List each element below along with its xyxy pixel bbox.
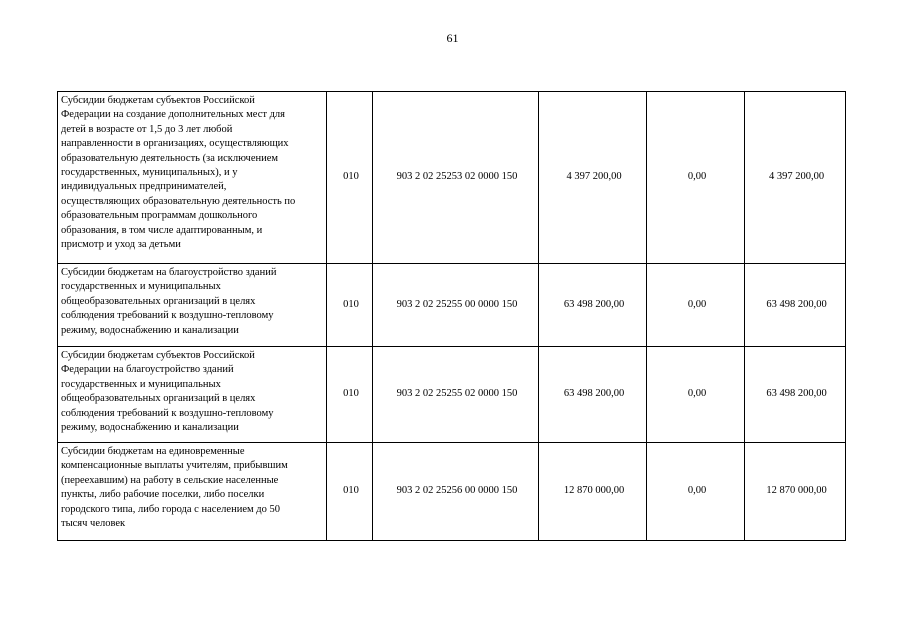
description-line: компенсационные выплаты учителям, прибывшим [61,460,288,472]
description-line: Федерации на благоустройство зданий [61,364,234,376]
row-executed: 0,00 [647,264,745,347]
description-line: государственных, муниципальных), и у [61,167,238,179]
description-line: образовательную деятельность (за исключением [61,152,279,164]
description-line: детей в возрасте от 1,5 до 3 лет любой [61,123,233,135]
row-kbk: 903 2 02 25256 00 0000 150 [373,443,539,541]
page-number: 61 [446,31,459,45]
row-code: 010 [327,443,373,541]
description-line: Субсидии бюджетам субъектов Российской [61,350,255,361]
row-executed: 0,00 [647,92,745,264]
table-row [58,347,846,443]
table-row [58,92,846,264]
row-code: 010 [327,92,373,264]
table-row [58,264,846,347]
description-line: городского типа, либо города с населением до 50 [61,503,280,515]
description-line: Субсидии бюджетам субъектов Российской [61,95,255,106]
row-amount: 12 870 000,00 [539,443,647,541]
description-line: Субсидии бюджетам на благоустройство зданий [61,267,277,278]
description-line: режиму, водоснабжению и канализации [61,422,239,434]
row-kbk: 903 2 02 25253 02 0000 150 [373,92,539,264]
row-description [58,264,327,347]
description-line: Субсидии бюджетам на единовременные [61,446,245,457]
row-executed: 0,00 [647,443,745,541]
description-line: соблюдения требований к воздушно-тепловому [61,310,274,322]
description-line: общеобразовательных организаций в целях [61,393,256,405]
row-code: 010 [327,264,373,347]
row-remaining: 63 498 200,00 [745,264,846,347]
row-description [58,347,327,443]
description-line: (переехавшим) на работу в сельские населенные [61,474,279,486]
description-line: индивидуальных предпринимателей, [61,181,227,193]
table-row [58,443,846,541]
description-line: образования, в том числе адаптированным, и [61,224,263,236]
row-description [58,92,327,264]
row-amount: 63 498 200,00 [539,264,647,347]
row-kbk: 903 2 02 25255 00 0000 150 [373,264,539,347]
row-remaining: 12 870 000,00 [745,443,846,541]
description-line: соблюдения требований к воздушно-тепловому [61,407,274,419]
budget-table-body [58,92,846,541]
row-code: 010 [327,347,373,443]
budget-table [57,91,846,541]
description-line: Федерации на создание дополнительных мест для [61,109,285,121]
row-kbk: 903 2 02 25255 02 0000 150 [373,347,539,443]
description-line: осуществляющих образовательную деятельность по [61,195,296,207]
row-remaining: 4 397 200,00 [745,92,846,264]
row-remaining: 63 498 200,00 [745,347,846,443]
row-executed: 0,00 [647,347,745,443]
description-line: присмотр и уход за детьми [61,239,181,251]
description-line: образовательным программам дошкольного [61,210,258,222]
description-line: государственных и муниципальных [61,378,221,390]
row-description [58,443,327,541]
description-line: тысяч человек [61,518,126,530]
description-line: пункты, либо рабочие поселки, либо поселки [61,489,265,501]
row-amount: 4 397 200,00 [539,92,647,264]
row-amount: 63 498 200,00 [539,347,647,443]
description-line: общеобразовательных организаций в целях [61,295,256,307]
description-line: государственных и муниципальных [61,281,221,293]
description-line: режиму, водоснабжению и канализации [61,324,239,336]
description-line: направленности в организациях, осуществляющих [61,138,289,150]
